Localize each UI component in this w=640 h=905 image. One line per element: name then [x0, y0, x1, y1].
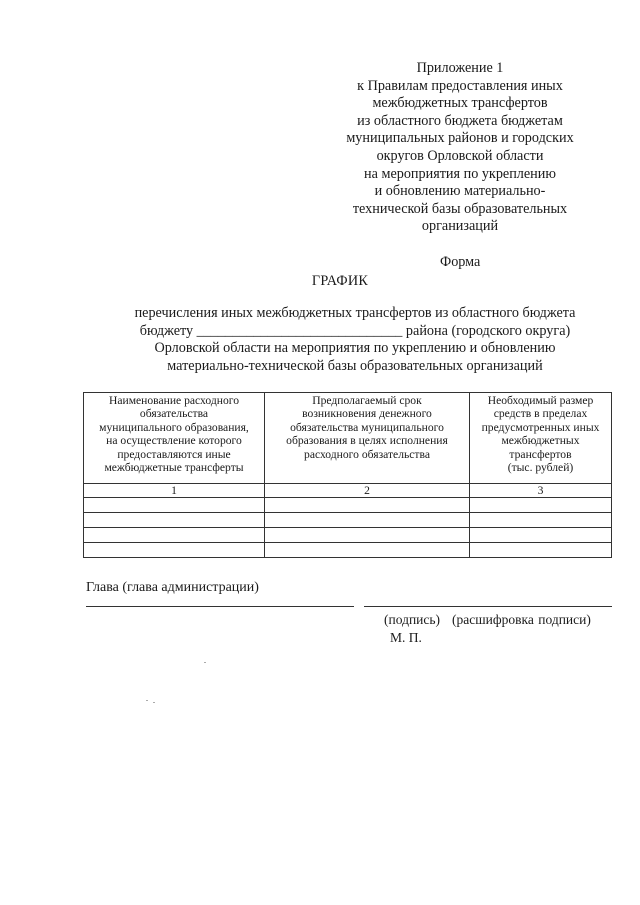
table-cell[interactable]: [470, 528, 612, 543]
annex-line: и обновлению материально-: [374, 183, 546, 200]
annex-line: межбюджетных трансфертов: [372, 95, 548, 112]
header-line: трансфертов: [509, 447, 572, 461]
signature-captions: [384, 612, 591, 628]
scan-speck: [153, 702, 155, 703]
signature-line[interactable]: [364, 606, 612, 607]
table-row: [84, 543, 612, 558]
signature-caption: (подпись): [384, 612, 441, 627]
header-line: обязательства: [139, 407, 209, 421]
table-row: [84, 498, 612, 513]
header-line: средств в пределах: [493, 407, 588, 421]
table-cell[interactable]: [265, 543, 470, 558]
table-cell[interactable]: [84, 543, 265, 558]
table-cell[interactable]: [470, 513, 612, 528]
subtitle-line: материально-технической базы образовательных организаций: [167, 357, 543, 374]
header-cell-obligation: [84, 393, 265, 484]
annex-line: из областного бюджета бюджетам: [357, 112, 563, 129]
scan-speck: [146, 700, 148, 701]
subtitle-line: бюджету _____________________________ района (городского округа): [139, 322, 571, 339]
column-number: 3: [470, 484, 612, 498]
document-title: ГРАФИК: [311, 273, 369, 289]
head-name-line[interactable]: [86, 606, 354, 607]
table-cell[interactable]: [470, 543, 612, 558]
subtitle-line: перечисления иных межбюджетных трансфертов из областного бюджета: [134, 305, 576, 321]
subtitle-line: Орловской области на мероприятия по укреплению и обновлению: [154, 340, 556, 356]
header-line: предусмотренных иных: [481, 420, 600, 434]
header-line: возникновения денежного: [302, 407, 432, 421]
column-number-row: [84, 484, 612, 498]
header-line: межбюджетные трансферты: [104, 461, 244, 475]
table-cell[interactable]: [265, 528, 470, 543]
annex-line: организаций: [421, 218, 499, 235]
annex-line: на мероприятия по укреплению: [364, 165, 556, 182]
head-label: Глава (глава администрации): [86, 580, 259, 595]
header-line: расходного обязательства: [304, 447, 430, 461]
header-line: муниципального образования,: [99, 420, 249, 434]
annex-line: округов Орловской области: [376, 147, 544, 164]
document-subtitle: [75, 305, 635, 375]
annex-line: технической базы образовательных: [352, 200, 568, 217]
table-cell[interactable]: [265, 498, 470, 513]
header-line: межбюджетных: [501, 434, 580, 448]
annex-line: к Правилам предоставления иных: [357, 77, 563, 94]
header-line: (тыс. рублей): [507, 461, 574, 475]
column-number: 2: [265, 484, 470, 498]
header-line: образования в целях исполнения: [286, 434, 448, 448]
header-line: Предполагаемый срок: [312, 394, 422, 407]
header-cell-amount: [470, 393, 612, 484]
table-cell[interactable]: [84, 528, 265, 543]
stamp-label: М. П.: [390, 630, 422, 645]
annex-block: [330, 60, 590, 236]
header-line: Необходимый размер: [487, 394, 594, 407]
form-label: Форма: [440, 254, 481, 270]
header-line: предоставляются иные: [117, 447, 231, 461]
table-cell[interactable]: [84, 498, 265, 513]
table-header-row: [84, 393, 612, 484]
annex-line: муниципальных районов и городских: [346, 130, 574, 147]
table-row: [84, 528, 612, 543]
header-line: на осуществление которого: [106, 434, 242, 448]
table-cell[interactable]: [470, 498, 612, 513]
column-number: 1: [84, 484, 265, 498]
table-cell[interactable]: [265, 513, 470, 528]
header-cell-term: [265, 393, 470, 484]
header-line: обязательства муниципального: [290, 420, 444, 434]
scan-speck: [204, 662, 206, 663]
header-line: Наименование расходного: [108, 394, 240, 407]
annex-line: Приложение 1: [416, 60, 504, 76]
signature-decode-caption: (расшифровка подписи): [452, 612, 591, 627]
table-row: [84, 513, 612, 528]
table-cell[interactable]: [84, 513, 265, 528]
schedule-table: [83, 392, 612, 558]
